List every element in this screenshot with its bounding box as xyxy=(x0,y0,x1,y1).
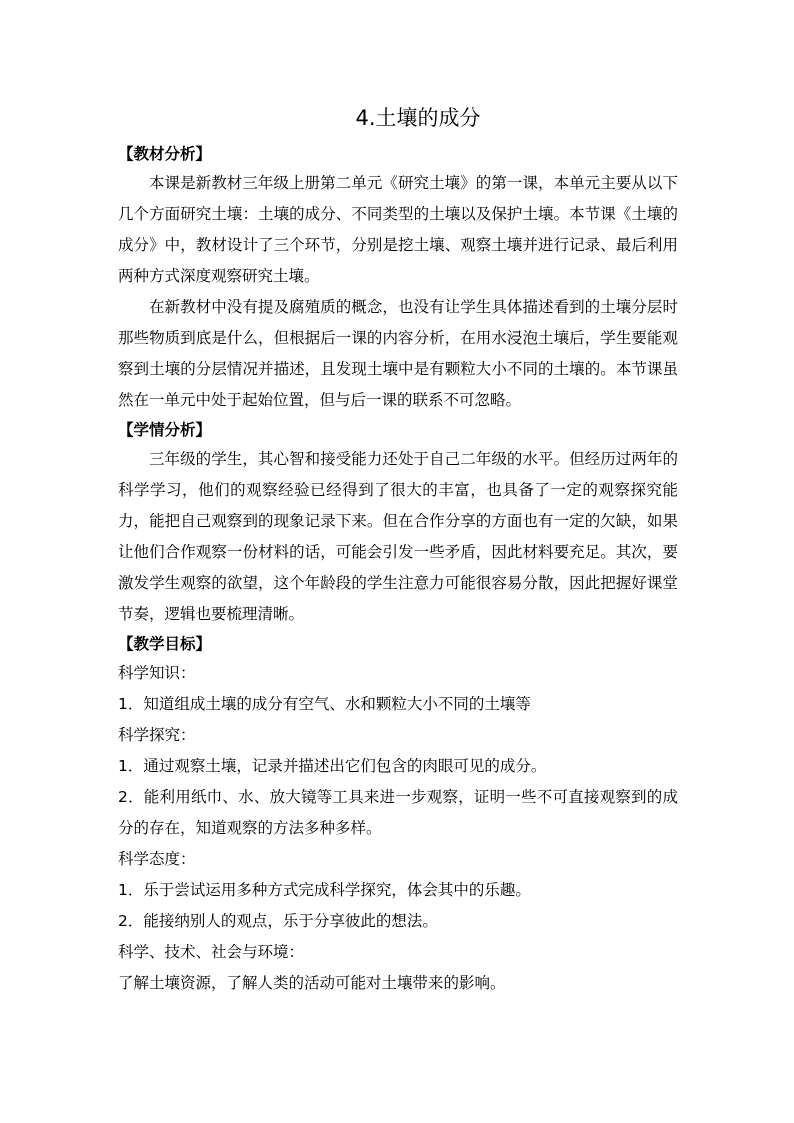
goal-category-label: 科学、技术、社会与环境： xyxy=(118,943,305,961)
section-heading-teaching-goals: 【教学目标】 xyxy=(118,635,212,653)
paragraph: 在新教材中没有提及腐殖质的概念，也没有让学生具体描述看到的土壤分层时那些物质到底是什么，但根据后一课的内容分析，在用水浸泡土壤后，学生要能观察到土壤的分层情况并描述，且发现土壤中是有颗粒大小不同的土壤的。本节课虽然在一单元中处于起始位置，但与后一课的联系不可忽略。 xyxy=(118,298,678,409)
goal-category-label: 科学态度： xyxy=(118,850,196,868)
goal-item: 了解土壤资源，了解人类的活动可能对土壤带来的影响。 xyxy=(118,974,506,992)
paragraph: 三年级的学生，其心智和接受能力还处于自己二年级的水平。但经历过两年的科学学习，他们的观察经验已经得到了很大的丰富，也具备了一定的观察探究能力，能把自己观察到的现象记录下来。但在合作分享的方面也有一定的欠缺，如果让他们合作观察一份材料的话，可能会引发一些矛盾，因此材料要充足。其次，要激发学生观察的欲望，这个年龄段的学生注意力可能很容易分散，因此把握好课堂节奏，逻辑也要梳理清晰。 xyxy=(118,450,678,623)
section-heading-student-analysis: 【学情分析】 xyxy=(118,421,212,439)
section-heading-textbook-analysis: 【教材分析】 xyxy=(118,145,212,163)
goal-category-label: 科学探究： xyxy=(118,726,196,744)
goal-item: 1．知道组成土壤的成分有空气、水和颗粒大小不同的土壤等 xyxy=(118,695,531,713)
document-page xyxy=(118,104,678,999)
goal-item: 2．能接纳别人的观点，乐于分享彼此的想法。 xyxy=(118,912,438,930)
paragraph: 本课是新教材三年级上册第二单元《研究土壤》的第一课，本单元主要从以下几个方面研究土壤：土壤的成分、不同类型的土壤以及保护土壤。本节课《土壤的成分》中，教材设计了三个环节，分别是挖土壤、观察土壤并进行记录、最后利用两种方式深度观察研究土壤。 xyxy=(118,174,678,285)
goal-item: 1．通过观察土壤，记录并描述出它们包含的肉眼可见的成分。 xyxy=(118,757,547,775)
document-title: 4.土壤的成分 xyxy=(355,106,481,130)
goal-item: 2．能利用纸巾、水、放大镜等工具来进一步观察，证明一些不可直接观察到的成分的存在，知道观察的方法多种多样。 xyxy=(118,788,678,837)
goal-item: 1．乐于尝试运用多种方式完成科学探究，体会其中的乐趣。 xyxy=(118,881,531,899)
goal-category-label: 科学知识： xyxy=(118,664,196,682)
